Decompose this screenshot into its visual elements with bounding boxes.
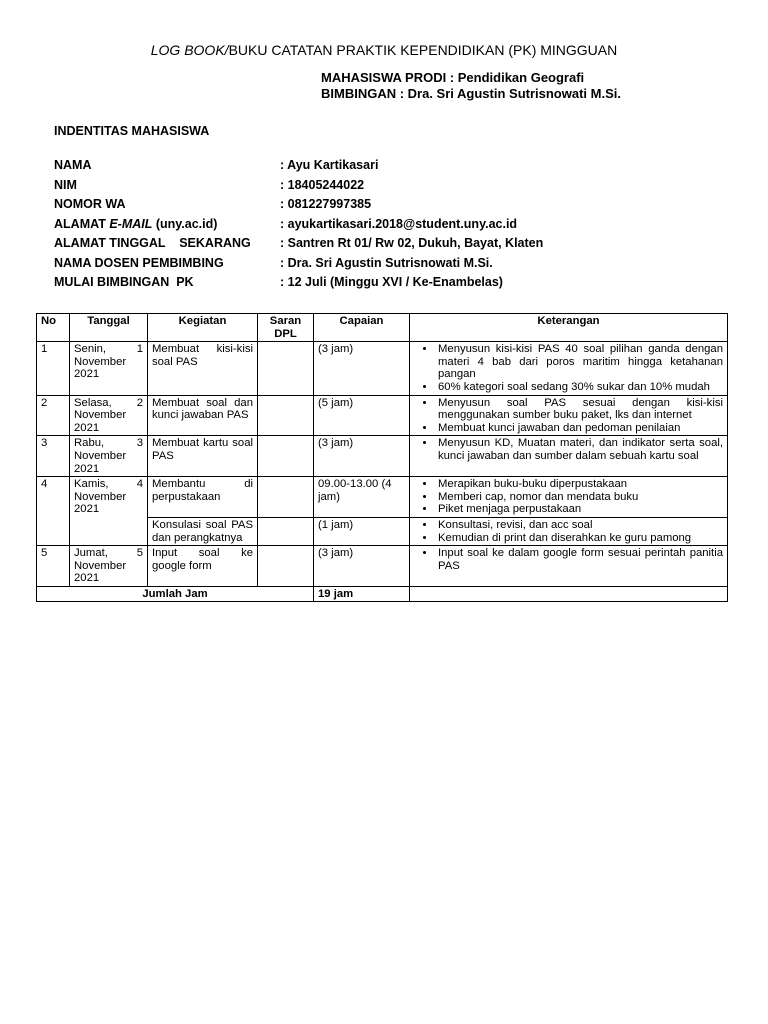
page-title [0, 42, 768, 58]
log-table [36, 313, 728, 602]
total-keterangan [410, 586, 728, 602]
cell-saran-dpl [258, 477, 314, 518]
cell-no: 1 [37, 342, 70, 395]
identity-label: NAMA DOSEN PEMBIMBING [54, 255, 224, 270]
cell-tanggal: Selasa, 2 November 2021 [70, 395, 148, 436]
cell-saran-dpl [258, 342, 314, 395]
total-label: Jumlah Jam [37, 586, 314, 602]
cell-keterangan [410, 395, 728, 436]
identity-row-mulai [54, 273, 543, 293]
identity-row-alamat-tinggal [54, 234, 543, 254]
col-header-saran: Saran DPL [258, 314, 314, 342]
keterangan-item: • Konsultasi, revisi, dan acc soal [436, 519, 723, 532]
cell-tanggal: Rabu, 3 November 2021 [70, 436, 148, 477]
cell-keterangan [410, 436, 728, 477]
identity-row-email [54, 215, 543, 235]
bimbingan-line: BIMBINGAN : Dra. Sri Agustin Sutrisnowati M.Si. [321, 86, 621, 101]
identity-value: : 081227997385 [280, 197, 372, 211]
cell-kegiatan: Membuat kartu soal PAS [148, 436, 258, 477]
cell-capaian: (1 jam) [314, 517, 410, 545]
cell-tanggal: Kamis, 4 November 2021 [70, 477, 148, 546]
col-header-capaian: Capaian [314, 314, 410, 342]
keterangan-list [414, 397, 723, 435]
table-row [37, 477, 728, 518]
keterangan-item: • Menyusun KD, Muatan materi, dan indikator serta soal, kunci jawaban dan sumber dalam sebuah kartu soal [436, 437, 723, 462]
cell-kegiatan: Membantu di perpustakaan [148, 477, 258, 518]
cell-keterangan [410, 546, 728, 587]
cell-saran-dpl [258, 517, 314, 545]
cell-kegiatan: Konsulasi soal PAS dan perangkatnya [148, 517, 258, 545]
cell-kegiatan: Input soal ke google form [148, 546, 258, 587]
cell-saran-dpl [258, 436, 314, 477]
table-row [37, 436, 728, 477]
identity-label: MULAI BIMBINGAN PK [54, 275, 194, 289]
total-value: 19 jam [314, 586, 410, 602]
cell-keterangan [410, 477, 728, 518]
keterangan-item: • Kemudian di print dan diserahkan ke guru pamong [436, 532, 723, 545]
table-row [37, 546, 728, 587]
table-row [37, 395, 728, 436]
identity-label [54, 215, 280, 235]
cell-no: 2 [37, 395, 70, 436]
cell-capaian: (3 jam) [314, 546, 410, 587]
keterangan-item: • 60% kategori soal sedang 30% sukar dan 10% mudah [436, 381, 723, 394]
keterangan-item: • Menyusun kisi-kisi PAS 40 soal pilihan ganda dengan materi 4 bab dari poros maritim hingga ketahanan pangan [436, 343, 723, 381]
keterangan-list [414, 437, 723, 462]
cell-no: 5 [37, 546, 70, 587]
cell-kegiatan: Membuat kisi-kisi soal PAS [148, 342, 258, 395]
title-rest: BUKU CATATAN PRAKTIK KEPENDIDIKAN (PK) MINGGUAN [228, 42, 618, 58]
col-header-no: No [37, 314, 70, 342]
email-label-post: (uny.ac.id) [152, 216, 218, 231]
identity-value: : Santren Rt 01/ Rw 02, Dukuh, Bayat, Klaten [280, 236, 544, 250]
cell-keterangan [410, 342, 728, 395]
cell-saran-dpl [258, 395, 314, 436]
identity-value: : Dra. Sri Agustin Sutrisnowati M.Si. [280, 255, 493, 270]
keterangan-list [414, 547, 723, 572]
keterangan-item: • Piket menjaga perpustakaan [436, 503, 723, 516]
identity-label: ALAMAT TINGGAL SEKARANG [54, 236, 251, 250]
keterangan-list [414, 519, 723, 544]
identity-value: : 18405244022 [280, 177, 365, 192]
cell-capaian: 09.00-13.00 (4 jam) [314, 477, 410, 518]
identity-label: NOMOR WA [54, 197, 126, 211]
cell-keterangan [410, 517, 728, 545]
cell-capaian: (3 jam) [314, 342, 410, 395]
cell-capaian: (3 jam) [314, 436, 410, 477]
keterangan-item: • Merapikan buku-buku diperpustakaan [436, 478, 723, 491]
keterangan-item: • Membuat kunci jawaban dan pedoman penilaian [436, 422, 723, 435]
total-row [37, 586, 728, 602]
header-info [321, 70, 621, 102]
identity-label: NAMA [54, 158, 92, 172]
table-row [37, 342, 728, 395]
cell-no: 3 [37, 436, 70, 477]
col-header-keterangan: Keterangan [410, 314, 728, 342]
title-italic: LOG BOOK/ [150, 42, 229, 58]
identity-row-nama [54, 156, 543, 176]
identity-section-title: INDENTITAS MAHASISWA [54, 124, 210, 138]
cell-kegiatan: Membuat soal dan kunci jawaban PAS [148, 395, 258, 436]
identity-value: : ayukartikasari.2018@student.uny.ac.id [280, 216, 518, 231]
cell-no: 4 [37, 477, 70, 546]
identity-label: NIM [54, 177, 77, 192]
identity-row-nomor-wa [54, 195, 543, 215]
email-label-pre: ALAMAT [54, 216, 110, 231]
keterangan-list [414, 478, 723, 516]
prodi-line: MAHASISWA PRODI : Pendidikan Geografi [321, 70, 585, 85]
cell-tanggal: Jumat, 5 November 2021 [70, 546, 148, 587]
identity-block [54, 156, 543, 293]
identity-row-nim [54, 176, 543, 196]
keterangan-list [414, 343, 723, 393]
identity-row-dosen [54, 254, 543, 274]
email-label-em: E-MAIL [109, 216, 153, 231]
identity-value: : Ayu Kartikasari [280, 158, 379, 172]
table-body [37, 342, 728, 587]
keterangan-item: • Memberi cap, nomor dan mendata buku [436, 491, 723, 504]
cell-capaian: (5 jam) [314, 395, 410, 436]
cell-saran-dpl [258, 546, 314, 587]
identity-value: : 12 Juli (Minggu XVI / Ke-Enambelas) [280, 275, 503, 289]
col-header-kegiatan: Kegiatan [148, 314, 258, 342]
table-header-row [37, 314, 728, 342]
keterangan-item: • Menyusun soal PAS sesuai dengan kisi-kisi menggunakan sumber buku paket, lks dan internet [436, 397, 723, 422]
keterangan-item: • Input soal ke dalam google form sesuai perintah panitia PAS [436, 547, 723, 572]
col-header-tanggal: Tanggal [70, 314, 148, 342]
cell-tanggal: Senin, 1 November 2021 [70, 342, 148, 395]
